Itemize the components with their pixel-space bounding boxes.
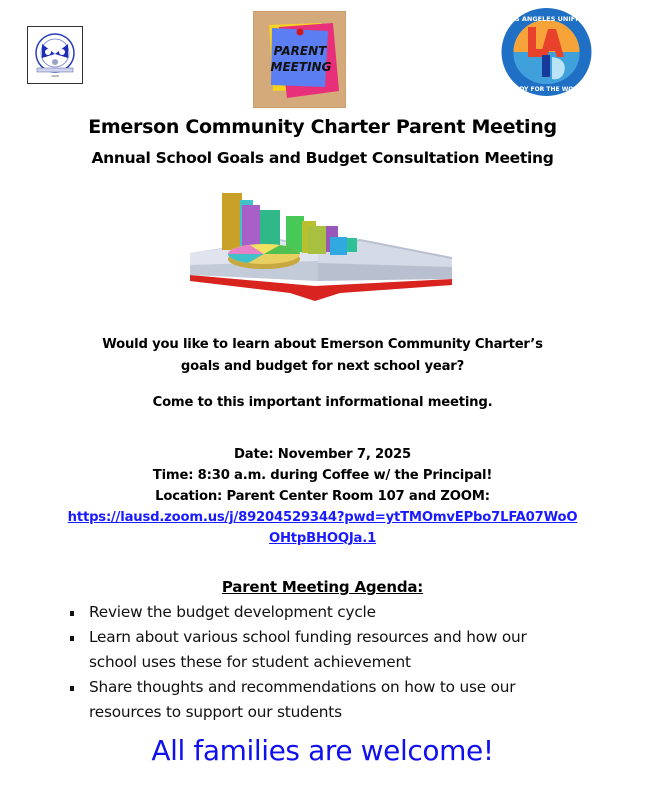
meeting-time: Time: 8:30 a.m. during Coffee w/ the Principal!	[152, 468, 493, 483]
agenda-item-text-cont: school uses these for student achievement	[89, 653, 411, 671]
svg-text:READY FOR THE WORLD: READY FOR THE WORLD	[506, 86, 587, 93]
bullet-icon	[70, 636, 74, 641]
agenda-item	[68, 675, 608, 725]
welcome-message: All families are welcome!	[151, 734, 494, 767]
book-chart-illustration	[190, 183, 452, 308]
bullet-icon	[70, 686, 74, 691]
agenda-item	[68, 600, 608, 625]
agenda-item-text: Review the budget development cycle	[89, 603, 376, 621]
intro-question	[0, 334, 645, 378]
agenda-list	[68, 600, 608, 725]
agenda-item-text: Share thoughts and recommendations on how to use our	[89, 678, 516, 696]
meeting-details	[0, 444, 645, 549]
svg-text:PARENT: PARENT	[273, 44, 327, 58]
intro-question-line-2: goals and budget for next school year?	[180, 359, 465, 374]
svg-text:LOS ANGELES UNIFIED: LOS ANGELES UNIFIED	[505, 15, 588, 23]
page-subtitle: Annual School Goals and Budget Consultation Meeting	[91, 149, 554, 167]
lausd-logo	[500, 7, 593, 97]
intro-invite: Come to this important informational meeting.	[152, 395, 493, 410]
meeting-location: Location: Parent Center Room 107 and ZOOM:	[155, 489, 490, 504]
zoom-link-line-1[interactable]: https://lausd.zoom.us/j/89204529344?pwd=ytTMOmvEPbo7LFA07WoO	[67, 510, 578, 525]
svg-text:MEETING: MEETING	[270, 60, 332, 74]
parent-meeting-image	[253, 11, 346, 108]
page-title: Emerson Community Charter Parent Meeting	[88, 116, 557, 138]
agenda-item	[68, 625, 608, 675]
zoom-link-line-2[interactable]: OHtpBHOQJa.1	[268, 531, 377, 546]
svg-text:1926: 1926	[51, 74, 59, 78]
meeting-date: Date: November 7, 2025	[234, 447, 411, 462]
school-crest-logo	[27, 26, 83, 84]
intro-question-line-1: Would you like to learn about Emerson Community Charter’s	[102, 337, 543, 352]
zoom-link[interactable]	[0, 507, 645, 549]
agenda-title: Parent Meeting Agenda:	[221, 578, 424, 596]
crest-icon	[33, 32, 77, 78]
agenda-item-text: Learn about various school funding resources and how our	[89, 628, 527, 646]
bullet-icon	[70, 611, 74, 616]
agenda-item-text-cont: resources to support our students	[89, 703, 342, 721]
